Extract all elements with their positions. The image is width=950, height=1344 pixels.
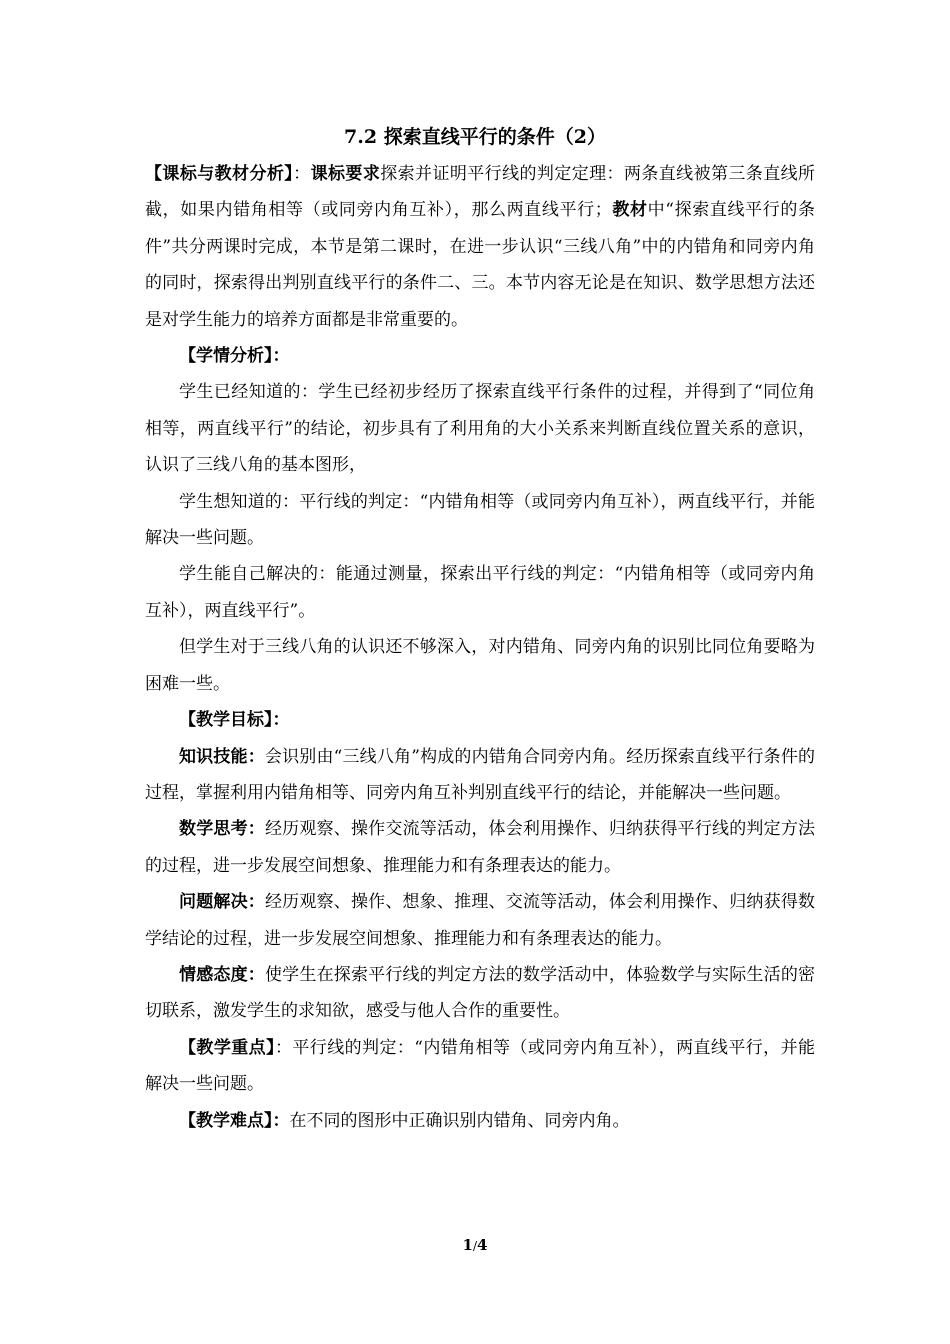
goal-text: 使学生在探索平行线的判定方法的数学活动中，体验数学与实际生活的密切联系，激发学生的求知欲，感受与他人合作的重要性。 (145, 964, 816, 1022)
page-total: 4 (477, 1236, 488, 1254)
page-title: 7.2 探索直线平行的条件（2） (344, 126, 606, 148)
key-point-text: ：平行线的判定：“内错角相等（或同旁内角互补），两直线平行，并能解决一些问题。 (145, 1037, 815, 1095)
learner-can: 学生能自己解决的：能通过测量，探索出平行线的判定：“内错角相等（或同旁内角互补），两直线平行”。 (145, 564, 815, 621)
requirement-text: 探索并证明平行线的判定定理：两条直线被第三条直线所截，如果内错角相等（或同旁内角互补），那么两直线平行； (145, 164, 816, 221)
goal-item (145, 811, 815, 884)
goal-label: 情感态度： (179, 964, 265, 985)
analysis-heading: 【课标与教材分析】 (145, 164, 294, 184)
goal-label: 知识技能： (179, 746, 265, 767)
goal-text: 会识别由“三线八角”构成的内错角合同旁内角。经历探索直线平行条件的过程，掌握利用内错角相等、同旁内角互补判别直线平行的结论，并能解决一些问题。 (145, 746, 816, 803)
learner-want: 学生想知道的：平行线的判定：“内错角相等（或同旁内角互补），两直线平行，并能解决一些问题。 (145, 491, 815, 549)
learner-heading: 【学情分析】： (179, 346, 290, 367)
goal-label: 问题解决： (179, 892, 265, 913)
textbook-label: 教材 (611, 200, 648, 221)
goal-text: 经历观察、操作、想象、推理、交流等活动，体会利用操作、归纳获得数学结论的过程，进一步发展空间想象、推理能力和有条理表达的能力。 (145, 892, 816, 949)
goal-label: 数学思考： (179, 819, 265, 840)
difficulty-text: 在不同的图形中正确识别内错角、同旁内角。 (289, 1110, 630, 1131)
document-body (145, 156, 815, 1139)
key-point-paragraph (145, 1030, 815, 1103)
difficulty-heading: 【教学难点】： (179, 1110, 290, 1131)
page-number (0, 1236, 950, 1254)
goal-item (145, 957, 815, 1030)
goals-heading: 【教学目标】： (179, 710, 290, 731)
goal-item (145, 739, 815, 812)
page-separator: / (472, 1239, 478, 1253)
requirement-label: 课标要求 (310, 164, 381, 184)
analysis-colon: ： (293, 164, 311, 184)
textbook-text: 中“探索直线平行的条件”共分两课时完成，本节是第二课时，在进一步认识“三线八角”中的内错角和同旁内角的同时，探索得出判别直线平行的条件二、三。本节内容无论是在知识、数学思想方法还是对学生能力的培养方面都是非常重要的。 (145, 200, 815, 330)
goal-text: 经历观察、操作交流等活动，体会利用操作、归纳获得平行线的判定方法的过程，进一步发展空间想象、推理能力和有条理表达的能力。 (145, 819, 816, 876)
page-current: 1 (462, 1236, 473, 1254)
learner-known: 学生已经知道的：学生已经初步经历了探索直线平行条件的过程，并得到了“同位角相等，两直线平行”的结论，初步具有了利用角的大小关系来判断直线位置关系的意识，认识了三线八角的基本图形， (145, 382, 815, 476)
learner-difficulty: 但学生对于三线八角的认识还不够深入，对内错角、同旁内角的识别比同位角要略为困难一些。 (145, 637, 815, 694)
goal-item (145, 884, 815, 957)
difficulty-paragraph (145, 1103, 815, 1139)
key-point-heading: 【教学重点】 (179, 1037, 275, 1058)
analysis-paragraph (145, 156, 815, 338)
